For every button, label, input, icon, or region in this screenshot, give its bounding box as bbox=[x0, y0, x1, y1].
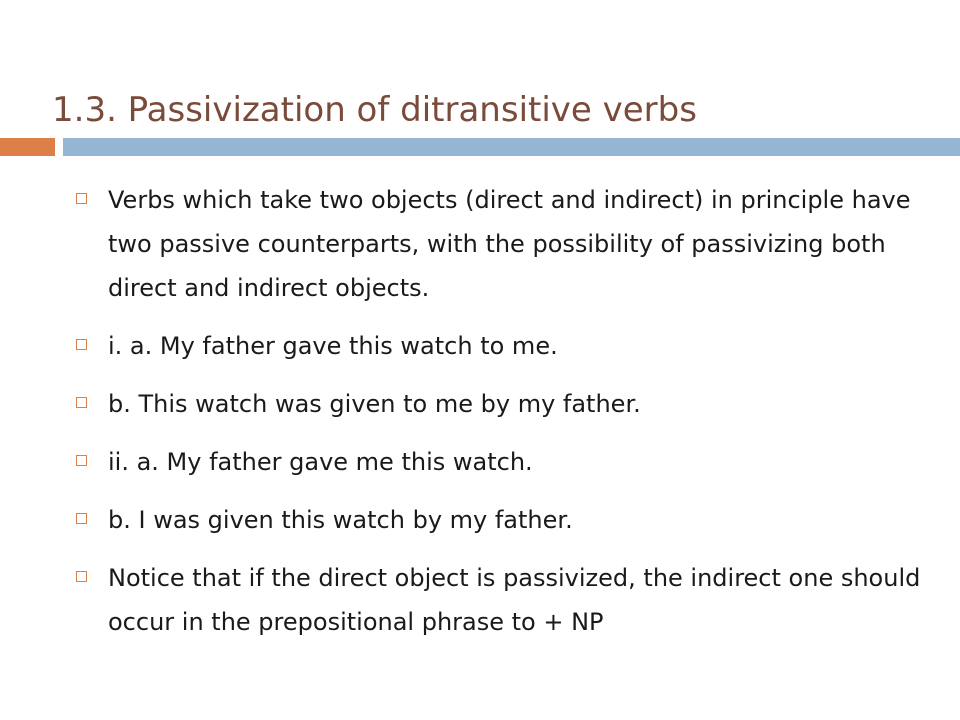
list-item-text: i. a. My father gave this watch to me. bbox=[108, 332, 558, 360]
hollow-square-bullet-icon bbox=[76, 193, 87, 204]
list-item bbox=[76, 498, 936, 542]
list-item bbox=[76, 324, 936, 368]
slide-title: 1.3. Passivization of ditransitive verbs bbox=[52, 90, 697, 130]
accent-bar-blue bbox=[63, 138, 960, 156]
list-item-text: Notice that if the direct object is passivized, the indirect one should occur in the prepositional phrase to + NP bbox=[108, 564, 921, 636]
bullet-list bbox=[76, 178, 936, 658]
list-item bbox=[76, 382, 936, 426]
hollow-square-bullet-icon bbox=[76, 339, 87, 350]
list-item-text: ii. a. My father gave me this watch. bbox=[108, 448, 533, 476]
list-item bbox=[76, 556, 936, 644]
list-item bbox=[76, 178, 936, 310]
hollow-square-bullet-icon bbox=[76, 455, 87, 466]
hollow-square-bullet-icon bbox=[76, 571, 87, 582]
list-item-text: b. I was given this watch by my father. bbox=[108, 506, 573, 534]
accent-bar-orange bbox=[0, 138, 55, 156]
list-item bbox=[76, 440, 936, 484]
list-item-text: Verbs which take two objects (direct and indirect) in principle have two passive counterparts, with the possibility of passivizing both direct and indirect objects. bbox=[108, 186, 911, 302]
hollow-square-bullet-icon bbox=[76, 397, 87, 408]
list-item-text: b. This watch was given to me by my father. bbox=[108, 390, 641, 418]
hollow-square-bullet-icon bbox=[76, 513, 87, 524]
